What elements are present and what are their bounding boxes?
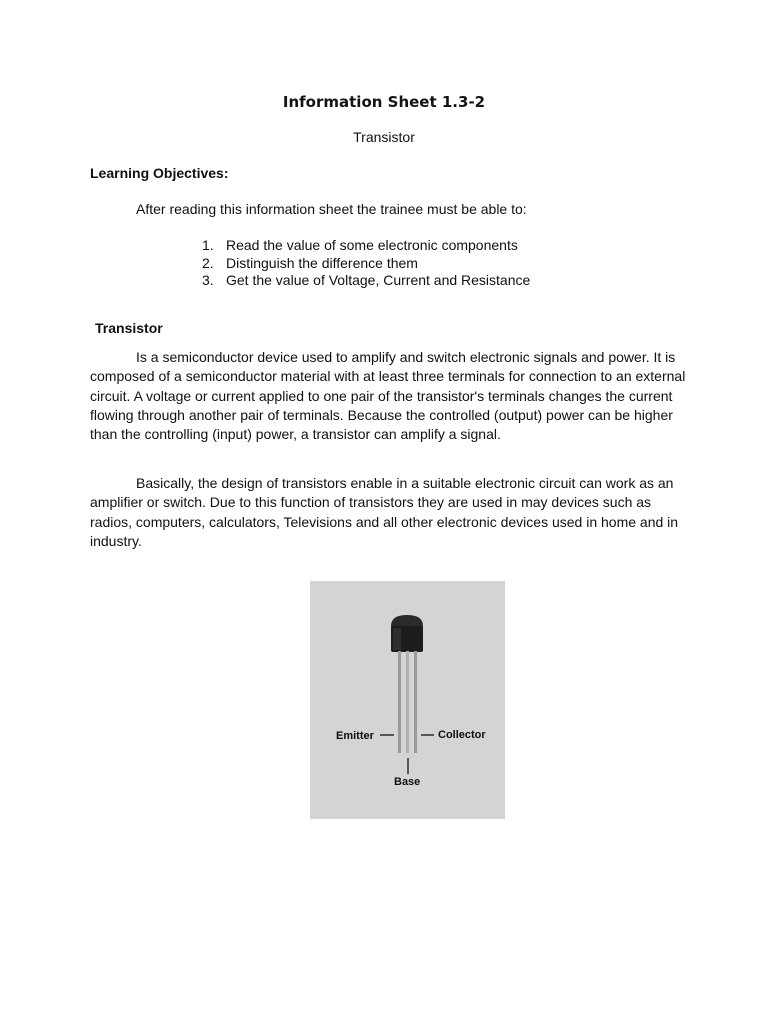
paragraph-definition: Is a semiconductor device used to amplify and switch electronic signals and power. It is composed of a semiconductor material with at least three terminals for connection to an external circuit. A voltage or current applied to one pair of the transistor's terminals changes the current flowing through another pair of terminals. Because the controlled (output) power can be higher than the controlling (input) power, a transistor can amplify a signal. — [90, 349, 686, 443]
list-item — [202, 272, 530, 290]
page-subtitle: Transistor — [353, 129, 415, 145]
learning-objectives-heading: Learning Objectives: — [90, 165, 229, 181]
list-item-text: Distinguish the difference them — [226, 254, 418, 271]
transistor-body — [391, 615, 423, 652]
base-label: Base — [394, 776, 421, 788]
list-number: 3. — [202, 272, 214, 288]
transistor-photo — [310, 581, 505, 819]
paragraph-applications: Basically, the design of transistors enable in a suitable electronic circuit can work as an amplifier or switch. Due to this function of transistors they are used in may devices such as radios, computers, calculators, Televisions and all other electronic devices used in home and in industry. — [90, 475, 679, 549]
transistor-section-heading: Transistor — [95, 320, 163, 336]
list-item-text: Read the value of some electronic components — [226, 237, 518, 253]
emitter-label: Emitter — [336, 730, 374, 742]
objectives-list — [202, 237, 530, 290]
collector-label: Collector — [438, 729, 486, 741]
list-item — [202, 237, 530, 255]
list-item — [202, 255, 530, 273]
transistor-leads — [398, 651, 417, 753]
page-title: Information Sheet 1.3-2 — [282, 93, 486, 111]
list-number: 1. — [202, 237, 214, 253]
objectives-intro: After reading this information sheet the trainee must be able to: — [136, 201, 527, 217]
list-item-text: Get the value of Voltage, Current and Resistance — [226, 272, 531, 288]
list-number: 2. — [202, 254, 214, 271]
